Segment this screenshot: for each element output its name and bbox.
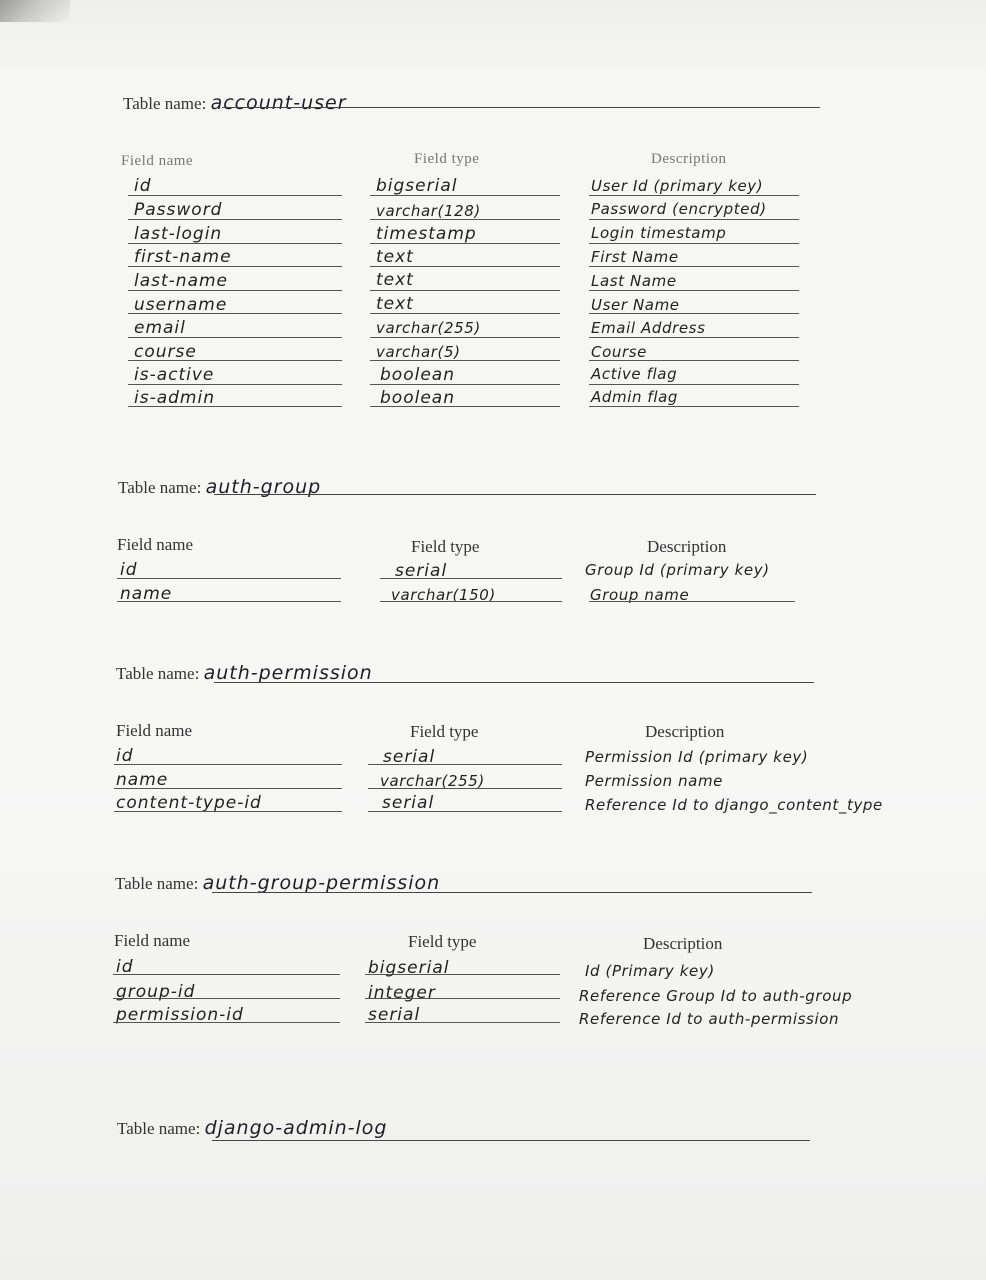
description-cell: User Id (primary key) xyxy=(591,177,764,195)
field-name-cell: first-name xyxy=(134,247,232,267)
field-type-cell: varchar(150) xyxy=(391,586,496,604)
row-underline xyxy=(370,195,560,196)
table-name-label: Table name: django-admin-log xyxy=(117,1117,388,1139)
description-cell: Password (encrypted) xyxy=(591,200,767,218)
row-underline xyxy=(589,601,795,602)
description-cell: User Name xyxy=(591,296,680,314)
row-underline xyxy=(368,764,562,765)
header-description: Description xyxy=(651,151,727,167)
field-name-cell: is-active xyxy=(134,365,215,385)
row-underline xyxy=(589,195,799,196)
field-name-cell: email xyxy=(134,318,186,338)
description-cell: Reference Id to auth-permission xyxy=(579,1010,840,1028)
field-type-cell: boolean xyxy=(380,388,455,408)
field-name-cell: name xyxy=(120,584,173,604)
field-type-cell: bigserial xyxy=(368,958,450,978)
row-underline xyxy=(380,601,562,602)
row-underline xyxy=(113,998,340,999)
row-underline xyxy=(589,219,799,220)
row-underline xyxy=(365,974,560,975)
row-underline xyxy=(128,243,342,244)
table-name-value: auth-group-permission xyxy=(202,872,441,894)
header-field-type: Field type xyxy=(414,151,480,167)
description-cell: Id (Primary key) xyxy=(585,962,715,980)
row-underline xyxy=(117,601,341,602)
row-underline xyxy=(128,406,342,407)
field-type-cell: serial xyxy=(368,1005,421,1025)
row-underline xyxy=(370,266,560,267)
row-underline xyxy=(368,811,562,812)
table-name-underline xyxy=(214,494,816,495)
header-description: Description xyxy=(645,722,725,741)
row-underline xyxy=(589,243,799,244)
description-cell: Last Name xyxy=(591,272,677,290)
header-field-name: Field name xyxy=(121,153,194,169)
header-field-name: Field name xyxy=(117,535,194,554)
description-cell: Course xyxy=(591,343,647,361)
field-name-cell: id xyxy=(116,957,134,977)
row-underline xyxy=(128,313,342,314)
row-underline xyxy=(589,360,799,361)
row-underline xyxy=(113,1022,340,1023)
field-type-cell: bigserial xyxy=(376,176,458,196)
row-underline xyxy=(117,578,341,579)
header-description: Description xyxy=(647,537,727,556)
description-cell: Permission name xyxy=(585,772,724,790)
row-underline xyxy=(114,811,342,812)
table-name-label: Table name: auth-group xyxy=(118,476,322,498)
field-name-cell: Password xyxy=(134,200,223,220)
table-name-value: auth-group xyxy=(205,476,322,498)
description-cell: Email Address xyxy=(591,319,706,337)
description-cell: Login timestamp xyxy=(591,224,727,242)
table-name-value: django-admin-log xyxy=(204,1117,388,1139)
field-name-cell: last-name xyxy=(134,271,229,291)
description-cell: First Name xyxy=(591,248,679,266)
row-underline xyxy=(589,266,799,267)
field-name-cell: content-type-id xyxy=(116,793,262,813)
field-type-cell: varchar(255) xyxy=(380,772,485,790)
table-name-value: auth-permission xyxy=(203,662,373,684)
row-underline xyxy=(370,219,560,220)
field-name-cell: last-login xyxy=(134,224,223,244)
field-type-cell: text xyxy=(376,247,414,267)
table-name-underline xyxy=(222,107,820,108)
row-underline xyxy=(370,290,560,291)
field-name-cell: name xyxy=(116,770,169,790)
header-field-type: Field type xyxy=(410,722,479,741)
description-cell: Active flag xyxy=(591,365,678,383)
row-underline xyxy=(128,219,342,220)
field-name-cell: id xyxy=(134,176,152,196)
field-type-cell: varchar(5) xyxy=(376,343,461,361)
row-underline xyxy=(370,384,560,385)
field-type-cell: text xyxy=(376,270,414,290)
field-type-cell: serial xyxy=(395,561,448,581)
row-underline xyxy=(589,313,799,314)
description-cell: Group Id (primary key) xyxy=(585,561,770,579)
description-cell: Reference Id to django_content_type xyxy=(585,796,883,814)
table-name-underline xyxy=(212,1140,810,1141)
field-name-cell: id xyxy=(116,746,134,766)
field-type-cell: serial xyxy=(383,747,436,767)
description-cell: Group name xyxy=(590,586,690,604)
row-underline xyxy=(380,578,562,579)
row-underline xyxy=(370,243,560,244)
row-underline xyxy=(370,406,560,407)
header-description: Description xyxy=(643,934,723,953)
row-underline xyxy=(114,764,342,765)
header-field-name: Field name xyxy=(116,721,193,740)
row-underline xyxy=(365,998,560,999)
table-name-label: Table name: account-user xyxy=(123,92,347,114)
header-field-name: Field name xyxy=(114,931,191,950)
row-underline xyxy=(113,974,340,975)
field-name-cell: permission-id xyxy=(116,1005,244,1025)
table-name-value: account-user xyxy=(210,92,347,114)
row-underline xyxy=(589,337,799,338)
row-underline xyxy=(589,406,799,407)
field-type-cell: timestamp xyxy=(376,224,477,244)
field-type-cell: serial xyxy=(382,793,435,813)
header-field-type: Field type xyxy=(408,932,477,951)
field-type-cell: text xyxy=(376,294,414,314)
field-name-cell: group-id xyxy=(116,982,196,1002)
table-name-label: Table name: auth-group-permission xyxy=(115,872,441,894)
description-cell: Admin flag xyxy=(591,388,678,406)
row-underline xyxy=(128,337,342,338)
row-underline xyxy=(128,195,342,196)
field-name-cell: course xyxy=(134,342,197,362)
row-underline xyxy=(365,1022,560,1023)
table-name-underline xyxy=(212,892,812,893)
table-name-underline xyxy=(214,682,814,683)
row-underline xyxy=(114,788,342,789)
table-name-label: Table name: auth-permission xyxy=(116,662,373,684)
row-underline xyxy=(128,290,342,291)
row-underline xyxy=(370,313,560,314)
field-type-cell: varchar(255) xyxy=(376,319,481,337)
row-underline xyxy=(128,384,342,385)
field-name-cell: is-admin xyxy=(134,388,215,408)
row-underline xyxy=(128,360,342,361)
field-type-cell: boolean xyxy=(380,365,455,385)
field-type-cell: integer xyxy=(368,983,436,1003)
scan-corner-shadow xyxy=(0,0,70,22)
field-type-cell: varchar(128) xyxy=(376,202,481,220)
row-underline xyxy=(368,788,562,789)
row-underline xyxy=(128,266,342,267)
description-cell: Reference Group Id to auth-group xyxy=(579,987,853,1005)
field-name-cell: username xyxy=(134,295,228,315)
row-underline xyxy=(589,290,799,291)
row-underline xyxy=(370,337,560,338)
description-cell: Permission Id (primary key) xyxy=(585,748,809,766)
row-underline xyxy=(589,384,799,385)
header-field-type: Field type xyxy=(411,537,480,556)
field-name-cell: id xyxy=(120,560,138,580)
row-underline xyxy=(370,360,560,361)
